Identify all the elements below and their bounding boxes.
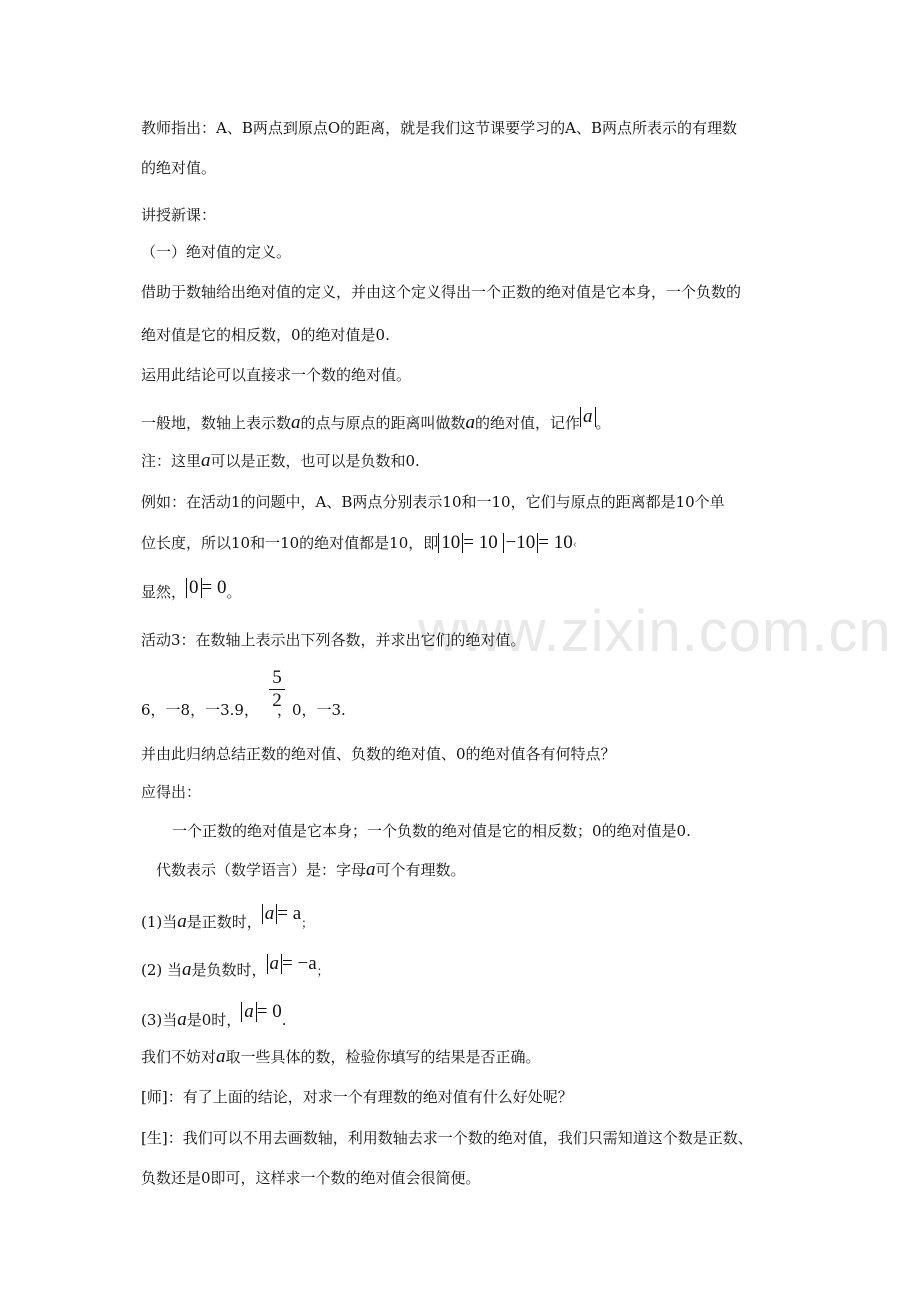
- section-heading: 讲授新课：: [141, 206, 217, 224]
- subsection-heading: （一）绝对值的定义。: [141, 243, 292, 261]
- definition-line: [141, 406, 611, 433]
- algebra-line: [156, 860, 466, 880]
- variable-a: a: [291, 412, 301, 433]
- paragraph-line: 应得出：: [141, 783, 202, 801]
- variable-a: a: [366, 859, 376, 880]
- text: 是负数时，: [191, 961, 267, 979]
- abs-a-expression: a: [267, 954, 283, 974]
- text: .: [281, 1011, 287, 1029]
- equals-ten: = 10: [463, 532, 498, 553]
- case-line: [141, 1001, 287, 1030]
- student-line: [生]：我们可以不用去画数轴，利用数轴去求一个数的绝对值，我们只需知道这个数是正数、: [141, 1129, 753, 1147]
- paragraph-line: [141, 1047, 541, 1067]
- text: 代数表示（数学语言）是：字母: [156, 861, 367, 879]
- text: (3)当: [141, 1011, 178, 1029]
- abs-a-expression: a: [580, 407, 596, 427]
- case-line: [141, 953, 329, 981]
- text: (2) 当: [141, 961, 183, 979]
- paragraph-line: 例如：在活动1的问题中，A、B两点分别表示10和一10，它们与原点的距离都是10个单: [141, 493, 725, 511]
- text: 显然，: [141, 583, 187, 601]
- abs-a-expression: a: [241, 1002, 257, 1022]
- paragraph-line: 绝对值是它的相反数，0的绝对值是0.: [141, 326, 390, 344]
- paragraph-line: 运用此结论可以直接求一个数的绝对值。: [141, 366, 412, 384]
- abs-ten: 10: [438, 533, 463, 553]
- paragraph-line: 借助于数轴给出绝对值的定义，并由这个定义得出一个正数的绝对值是它本身，一个负数的: [141, 283, 742, 301]
- fraction-numerator: 5: [269, 667, 285, 690]
- text: 可个有理数。: [375, 861, 466, 879]
- equals-a: = a: [277, 903, 302, 924]
- text: 位长度，所以10和一10的绝对值都是10，即: [141, 534, 439, 552]
- number-list-line: [141, 700, 346, 720]
- text: 注：这里: [141, 452, 202, 470]
- example-line: [141, 533, 577, 555]
- note-line: [141, 451, 420, 471]
- variable-a: a: [177, 1009, 187, 1030]
- variable-a: a: [201, 450, 211, 471]
- text: 6，一8，一3.9，: [141, 701, 259, 719]
- equals-neg-a: = −a: [282, 953, 317, 974]
- equals-zero: = 0: [201, 577, 227, 598]
- paragraph-line: 教师指出：A、B两点到原点O的距离，就是我们这节课要学习的A、B两点所表示的有理数: [141, 119, 738, 137]
- text: 的绝对值，记作: [475, 414, 581, 432]
- text: 的点与原点的距离叫做数: [300, 414, 466, 432]
- equals-zero: = 0: [256, 1001, 282, 1022]
- text: 一般地，数轴上表示数: [141, 414, 292, 432]
- abs-zero: 0: [186, 578, 202, 598]
- text: 是0时，: [186, 1011, 242, 1029]
- text: 可以是正数，也可以是负数和0.: [210, 452, 420, 470]
- variable-a: a: [216, 1046, 226, 1067]
- example-line: [141, 577, 242, 602]
- trailing-mark: ‹: [572, 538, 578, 551]
- abs-neg-ten: −10: [503, 533, 539, 553]
- text: ；: [301, 916, 314, 930]
- variable-a: a: [177, 911, 187, 932]
- text: 是正数时，: [186, 913, 262, 931]
- text: 。: [226, 583, 242, 601]
- text: 。: [595, 414, 611, 432]
- text: 我们不妨对: [141, 1048, 217, 1066]
- case-line: [141, 903, 314, 933]
- paragraph-line: 一个正数的绝对值是它本身；一个负数的绝对值是它的相反数；0的绝对值是0.: [172, 822, 691, 840]
- text: 取一些具体的数，检验你填写的结果是否正确。: [225, 1048, 541, 1066]
- fraction-denominator: 2: [272, 690, 282, 711]
- variable-a: a: [182, 959, 192, 980]
- activity-heading: 活动3：在数轴上表示出下列各数，并求出它们的绝对值。: [141, 631, 526, 649]
- watermark: www.zixin.com.cn: [418, 599, 892, 664]
- variable-a: a: [465, 412, 476, 433]
- text: ；: [316, 964, 329, 978]
- text: (1)当: [141, 913, 178, 931]
- abs-a-expression: a: [262, 904, 278, 924]
- teacher-line: [师]：有了上面的结论，对求一个有理数的绝对值有什么好处呢？: [141, 1088, 573, 1106]
- equals-ten: = 10: [538, 532, 573, 553]
- paragraph-line: 的绝对值。: [141, 159, 217, 177]
- paragraph-line: 并由此归纳总结正数的绝对值、负数的绝对值、0的绝对值各有何特点？: [141, 745, 616, 763]
- student-line: 负数还是0即可，这样求一个数的绝对值会很简便。: [141, 1169, 481, 1187]
- text: ，0，一3.: [276, 701, 346, 719]
